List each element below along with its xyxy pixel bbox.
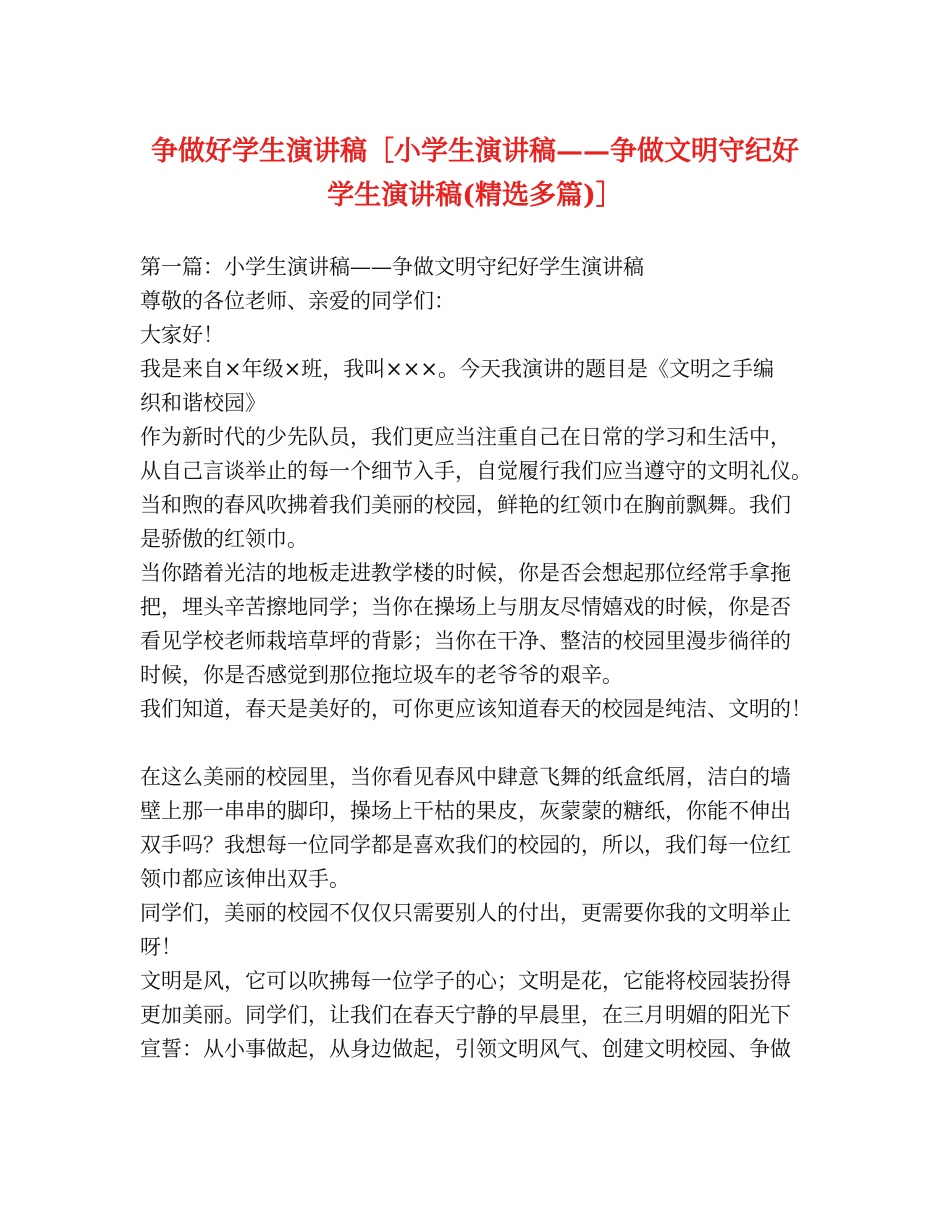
text-line: 把，埋头辛苦擦地同学；当你在操场上与朋友尽情嬉戏的时候，你是否 [140, 595, 791, 619]
text-line: 文明是风，它可以吹拂每一位学子的心；文明是花，它能将校园装扮得 [140, 969, 791, 993]
text-line: 作为新时代的少先队员，我们更应当注重自己在日常的学习和生活中， [140, 425, 791, 449]
title-line: 争做好学生演讲稿［小学生演讲稿——争做文明守纪好 [151, 136, 799, 167]
text-line: 看见学校老师栽培草坪的背影；当你在干净、整洁的校园里漫步徜徉的 [140, 629, 791, 653]
text-line: 当和煦的春风吹拂着我们美丽的校园，鲜艳的红领巾在胸前飘舞。我们 [140, 493, 791, 517]
text-line: 壁上那一串串的脚印，操场上干枯的果皮，灰蒙蒙的糖纸，你能不伸出 [140, 799, 791, 823]
text-line: 在这么美丽的校园里，当你看见春风中肆意飞舞的纸盒纸屑，洁白的墙 [140, 765, 791, 789]
text-line: 从自己言谈举止的每一个细节入手，自觉履行我们应当遵守的文明礼仪。 [140, 459, 812, 483]
text-line: 领巾都应该伸出双手。 [140, 867, 350, 891]
text-line: 呀！ [140, 935, 182, 959]
text-line: 宣誓：从小事做起，从身边做起，引领文明风气、创建文明校园、争做 [140, 1037, 791, 1061]
salutation: 尊敬的各位老师、亲爱的同学们： [140, 289, 455, 313]
text-line: 当你踏着光洁的地板走进教学楼的时候，你是否会想起那位经常手拿拖 [140, 561, 791, 585]
document-body [140, 250, 840, 1066]
text-line: 更加美丽。同学们，让我们在春天宁静的早晨里，在三月明媚的阳光下 [140, 1003, 791, 1027]
paragraph-gap [140, 726, 840, 760]
greeting: 大家好！ [140, 323, 224, 347]
document-title [60, 130, 890, 218]
text-line: 双手吗？我想每一位同学都是喜欢我们的校园的，所以，我们每一位红 [140, 833, 791, 857]
text-line: 同学们，美丽的校园不仅仅只需要别人的付出，更需要你我的文明举止 [140, 901, 791, 925]
text-line: 时候，你是否感觉到那位拖垃圾车的老爷爷的艰辛。 [140, 663, 623, 687]
text-line: 织和谐校园》 [140, 391, 266, 415]
section-heading: 第一篇：小学生演讲稿——争做文明守纪好学生演讲稿 [140, 255, 644, 279]
text-line: 是骄傲的红领巾。 [140, 527, 308, 551]
title-line: 学生演讲稿(精选多篇)］ [327, 180, 623, 211]
text-line: 我是来自×年级×班，我叫×××。今天我演讲的题目是《文明之手编 [140, 357, 774, 381]
text-line: 我们知道，春天是美好的，可你更应该知道春天的校园是纯洁、文明的！ [140, 697, 812, 721]
